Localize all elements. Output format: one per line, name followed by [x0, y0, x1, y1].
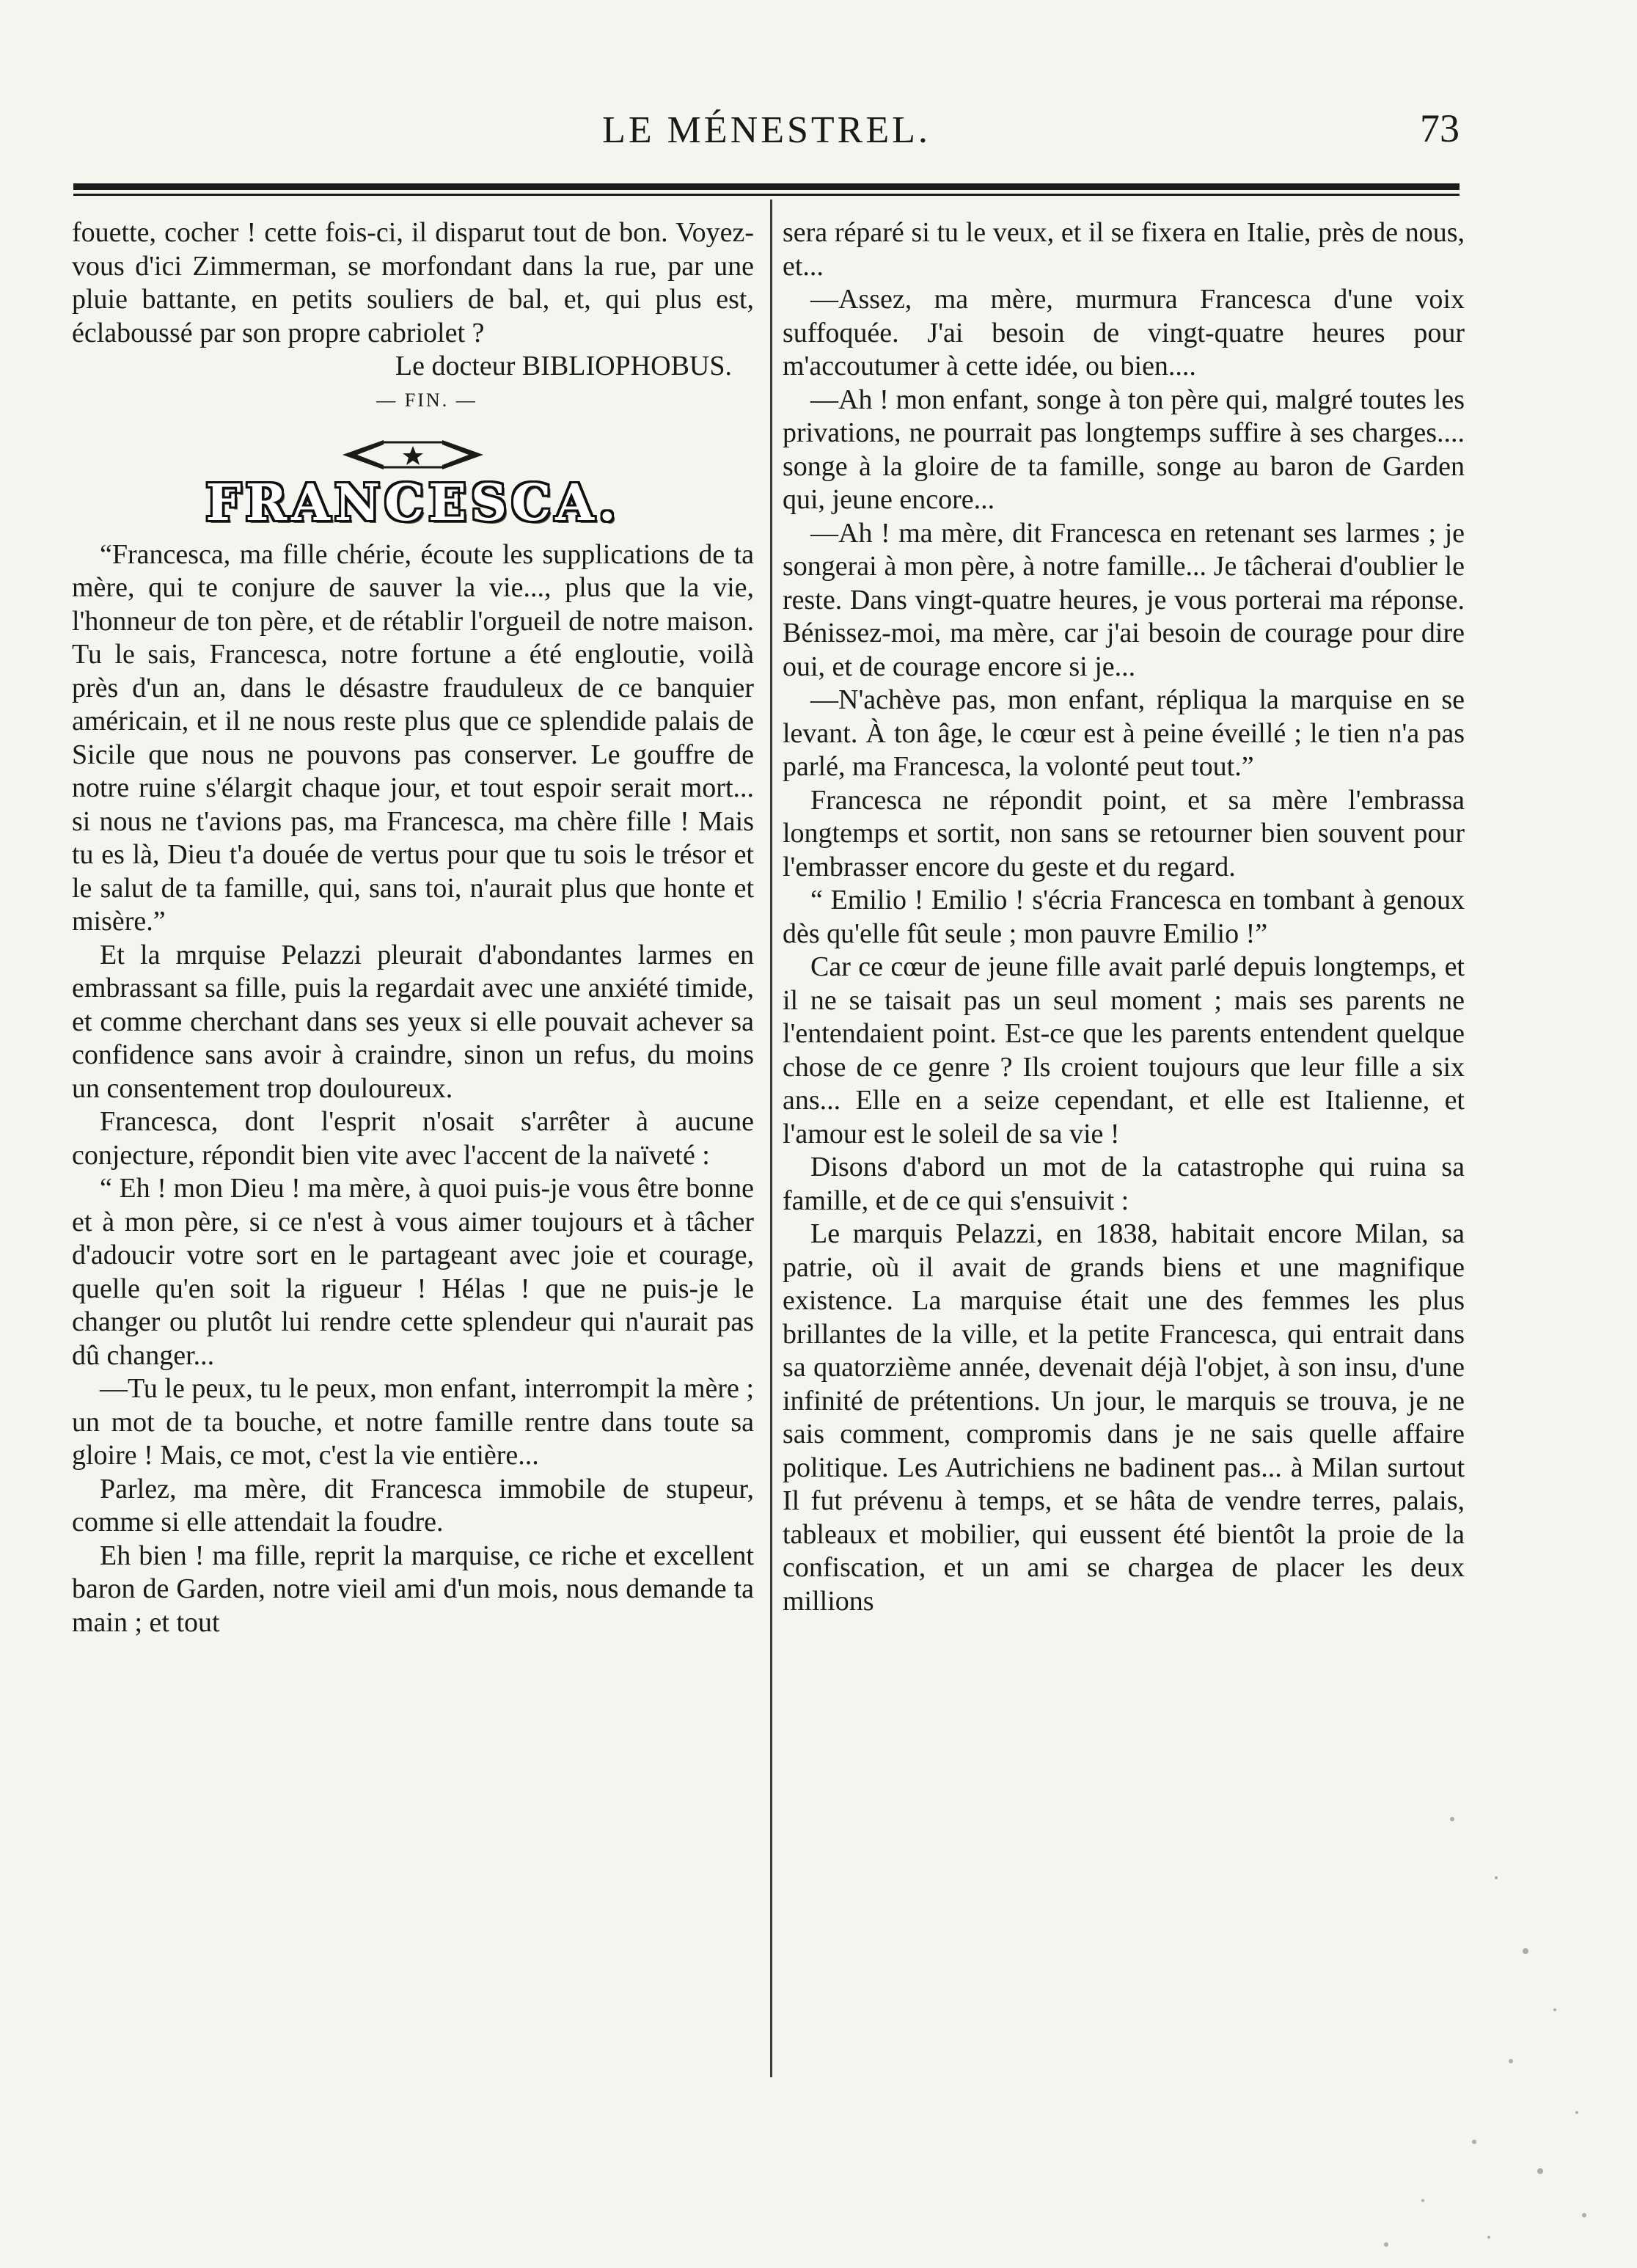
left-column: [72, 216, 754, 1639]
paragraph-12: —N'achève pas, mon enfant, répliqua la marquise en se levant. À ton âge, le cœur est à peine éveillé ; le tien n'a pas parlé, ma Francesca, la volonté peut tout.”: [783, 684, 1465, 782]
paragraph-6: Parlez, ma mère, dit Francesca immobile de stupeur, comme si elle attendait la foudre.: [72, 1473, 754, 1537]
right-column: [783, 216, 1465, 1618]
paragraph-17: Le marquis Pelazzi, en 1838, habitait encore Milan, sa patrie, où il avait de grands biens et une magnifique existence. La marquise était une des femmes les plus brillantes de la ville, et la petite Francesca, qui entrait dans sa quatorzième année, devenait déjà l'objet, à son insu, d'une infinité de prétentions. Un jour, le marquis se trouva, je ne sais comment, compromis dans je ne sais quelle affaire politique. Les Autrichiens ne badinent pas... à Milan surtout Il fut prévenu à temps, et se hâta de vendre terres, palais, tableaux et mobilier, qui eussent été bientôt la proie de la confiscation, et un ami se chargea de placer les deux millions: [783, 1218, 1465, 1617]
paper-stain: [1144, 1731, 1599, 2259]
paragraph-7: Eh bien ! ma fille, reprit la marquise, ce riche et excellent baron de Garden, notre vieil ami d'un mois, nous demande ta main ; et tout: [72, 1540, 754, 1638]
paragraph-14: “ Emilio ! Emilio ! s'écria Francesca en tombant à genoux dès qu'elle fût seule ; mon pauvre Emilio !”: [783, 885, 1465, 949]
paragraph-15: Car ce cœur de jeune fille avait parlé depuis longtemps, et il ne se taisait pas un seul moment ; mais ses parents ne l'entendaient point. Est-ce que les parents entendent quelque chose de ce genre ? Ils croient toujours que leur fille a six ans... Elle en a seize cependant, et elle est Italienne, et l'amour est le soleil de sa vie !: [783, 951, 1465, 1149]
column-divider: [770, 200, 772, 2077]
story-continuation: fouette, cocher ! cette fois-ci, il disparut tout de bon. Voyez-vous d'ici Zimmerman, se morfondant dans la rue, par une pluie battante, en petits souliers de bal, et, qui plus est, éclaboussé par son propre cabriolet ?: [72, 217, 754, 348]
fin-marker: — FIN. —: [376, 389, 477, 411]
masthead-title: LE MÉNESTREL.: [602, 109, 931, 151]
paragraph-1: “Francesca, ma fille chérie, écoute les supplications de ta mère, qui te conjure de sauver la vie..., plus que la vie, l'honneur de ton père, et de rétablir l'orgueil de notre maison. Tu le sais, Francesca, notre fortune a été engloutie, voilà près d'un an, dans le désastre frauduleux de ce banquier américain, et il ne nous reste plus que ce splendide palais de Sicile que nous ne pouvons pas conserver. Le gouffre de notre ruine s'élargit chaque jour, et tout espoir serait mort... si nous ne t'avions pas, ma Francesca, ma chère fille ! Mais tu es là, Dieu t'a douée de vertus pour que tu sois le trésor et le salut de ta famille, qui, sans toi, n'aurait plus que honte et misère.”: [72, 538, 754, 937]
paragraph-5: —Tu le peux, tu le peux, mon enfant, interrompit la mère ; un mot de ta bouche, et notre famille rentre dans toute sa gloire ! Mais, ce mot, c'est la vie entière...: [72, 1373, 754, 1471]
author-signature: Le docteur BIBLIOPHOBUS.: [395, 351, 732, 381]
ornament-divider: [340, 433, 486, 477]
masthead: [73, 103, 1460, 161]
paragraph-11: —Ah ! ma mère, dit Francesca en retenant ses larmes ; je songerai à mon père, à notre famille... Je tâcherai d'oublier le reste. Dans vingt-quatre heures, je vous porterai ma réponse. Bénissez-moi, ma mère, car j'ai besoin de courage pour dire oui, et de courage encore si je...: [783, 517, 1465, 682]
paragraph-8: sera réparé si tu le veux, et il se fixera en Italie, près de nous, et...: [783, 217, 1465, 282]
article-title: FRANCESCA.: [205, 474, 620, 533]
paragraph-9: —Assez, ma mère, murmura Francesca d'une voix suffoquée. J'ai besoin de vingt-quatre heures pour m'accoutumer à cette idée, ou bien....: [783, 284, 1465, 381]
header-rule-thick: [73, 183, 1460, 190]
paragraph-3: Francesca, dont l'esprit n'osait s'arrêter à aucune conjecture, répondit bien vite avec l'accent de la naïveté :: [72, 1106, 754, 1171]
header-rule-thin: [73, 194, 1460, 196]
paragraph-10: —Ah ! mon enfant, songe à ton père qui, malgré toutes les privations, ne pourrait pas longtemps suffire à ses charges.... songe à la gloire de ta famille, songe au baron de Garden qui, jeune encore...: [783, 384, 1465, 515]
paragraph-4: “ Eh ! mon Dieu ! ma mère, à quoi puis-je vous être bonne et à mon père, si ce n'est à vous aimer toujours et à tâcher d'adoucir votre sort en le partageant avec joie et courage, quelle qu'en soit la rigueur ! Hélas ! que ne puis-je le changer ou plutôt lui rendre cette splendeur qui n'aurait pas dû changer...: [72, 1173, 754, 1371]
paragraph-13: Francesca ne répondit point, et sa mère l'embrassa longtemps et sortit, non sans se retourner bien souvent pour l'embrasser encore du geste et du regard.: [783, 784, 1465, 882]
page-number: 73: [1420, 106, 1460, 150]
paragraph-2: Et la mrquise Pelazzi pleurait d'abondantes larmes en embrassant sa fille, puis la regardait avec une anxiété timide, et comme cherchant dans ses yeux si elle pouvait achever sa confidence sans avoir à craindre, sinon un refus, du moins un consentement trop douloureux.: [72, 939, 754, 1104]
paragraph-16: Disons d'abord un mot de la catastrophe qui ruina sa famille, et de ce qui s'ensuivit :: [783, 1152, 1465, 1216]
